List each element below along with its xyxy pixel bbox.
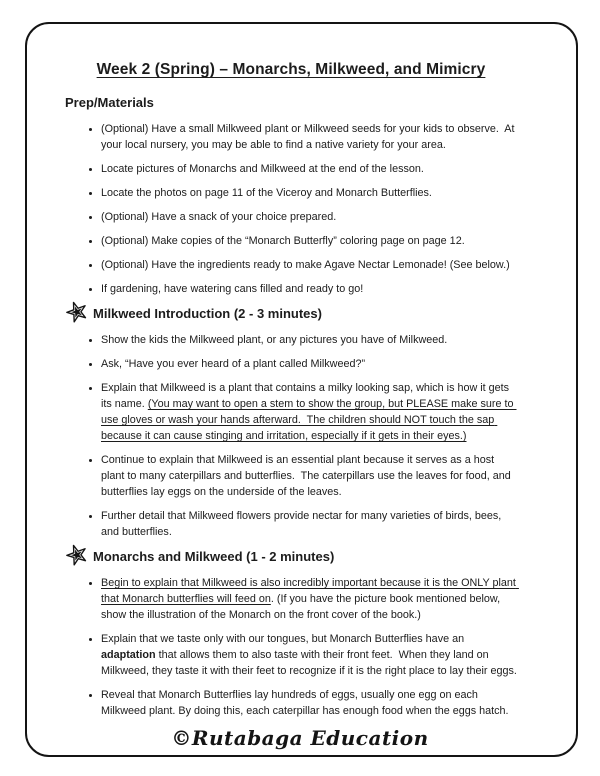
- bullet-text-segment: adaptation: [101, 649, 156, 661]
- bullet-item: [101, 575, 517, 623]
- star-icon: [65, 543, 89, 567]
- section-heading-label: Monarchs and Milkweed (1 - 2 minutes): [93, 549, 335, 564]
- lesson-section: [65, 548, 517, 719]
- bullet-text-segment: If gardening, have watering cans filled and ready to go!: [101, 283, 364, 295]
- section-heading: [65, 548, 517, 565]
- bullet-text-segment: Explain that we taste only with our tongues, but Monarch Butterflies have an: [101, 633, 468, 645]
- bullet-item: [101, 257, 517, 273]
- bullet-text-segment: Ask, “Have you ever heard of a plant called Milkweed?”: [101, 358, 366, 370]
- bullet-item: [101, 233, 517, 249]
- section-heading-label: Milkweed Introduction (2 - 3 minutes): [93, 306, 322, 321]
- section-heading-label: Prep/Materials: [65, 95, 154, 110]
- bullet-text-segment: Continue to explain that Milkweed is an essential plant because it serves as a host plant to many caterpillars and butterflies. The caterpillars use the leaves for food, and butterflies lay eggs on the underside of the leaves.: [101, 454, 514, 498]
- bullet-item: [101, 161, 517, 177]
- bullet-text-segment: Locate pictures of Monarchs and Milkweed at the end of the lesson.: [101, 163, 424, 175]
- star-icon: [65, 300, 89, 324]
- bullet-item: [101, 332, 517, 348]
- bullet-item: [101, 380, 517, 444]
- section-heading: [65, 305, 517, 322]
- bullet-item: [101, 631, 517, 679]
- bullet-item: [101, 209, 517, 225]
- bullet-text-segment: (Optional) Make copies of the “Monarch Butterfly” coloring page on page 12.: [101, 235, 465, 247]
- bullet-text-segment: Show the kids the Milkweed plant, or any pictures you have of Milkweed.: [101, 334, 448, 346]
- bullet-list: [65, 575, 517, 719]
- bullet-list: [65, 121, 517, 297]
- document-content: [65, 60, 517, 727]
- bullet-text-segment: Reveal that Monarch Butterflies lay hundreds of eggs, usually one egg on each Milkweed plant. By doing this, each caterpillar has enough food when the eggs hatch.: [101, 689, 509, 717]
- bullet-item: [101, 281, 517, 297]
- bullet-text-segment: (Optional) Have a snack of your choice prepared.: [101, 211, 337, 223]
- bullet-text-segment: that allows them to also taste with their front feet. When they land on Milkweed, they taste it with their feet to recognize if it is the right place to lay their eggs.: [101, 649, 517, 677]
- section-heading: [65, 94, 517, 111]
- bullet-item: [101, 121, 517, 153]
- bullet-text-segment: Explain that Milkweed is a plant that contains a milky looking sap, which is how it gets its name.: [101, 382, 513, 410]
- lesson-section: [65, 94, 517, 297]
- sections: [65, 94, 517, 719]
- bullet-item: [101, 508, 517, 540]
- bullet-text-segment: Begin to explain that Milkweed is also incredibly important because it is the ONLY plant that Monarch butterflies will feed on: [101, 577, 519, 605]
- bullet-text-segment: Further detail that Milkweed flowers provide nectar for many varieties of birds, bees, and butterflies.: [101, 510, 505, 538]
- bullet-text-segment: Locate the photos on page 11 of the Viceroy and Monarch Butterflies.: [101, 187, 432, 199]
- bullet-text-segment: (You may want to open a stem to show the group, but PLEASE make sure to use gloves or wash your hands afterward. The children should NOT touch the sap because it can cause stinging and irritation, especially if it gets in their eyes.): [101, 398, 517, 442]
- bullet-text-segment: . (If you have the picture book mentioned below, show the illustration of the Monarch on the front cover of the book.): [101, 593, 504, 621]
- bullet-text-segment: (Optional) Have a small Milkweed plant or Milkweed seeds for your kids to observe. At your local nursery, you may be able to find a native variety for your area.: [101, 123, 518, 151]
- footer-logo-text: ©Rutabaga Education: [171, 726, 429, 750]
- page-title: Week 2 (Spring) – Monarchs, Milkweed, and Mimicry: [96, 61, 486, 78]
- bullet-item: [101, 452, 517, 500]
- bullet-text-segment: (Optional) Have the ingredients ready to make Agave Nectar Lemonade! (See below.): [101, 259, 510, 271]
- bullet-list: [65, 332, 517, 540]
- lesson-section: [65, 305, 517, 540]
- bullet-item: [101, 687, 517, 719]
- bullet-item: [101, 356, 517, 372]
- bullet-item: [101, 185, 517, 201]
